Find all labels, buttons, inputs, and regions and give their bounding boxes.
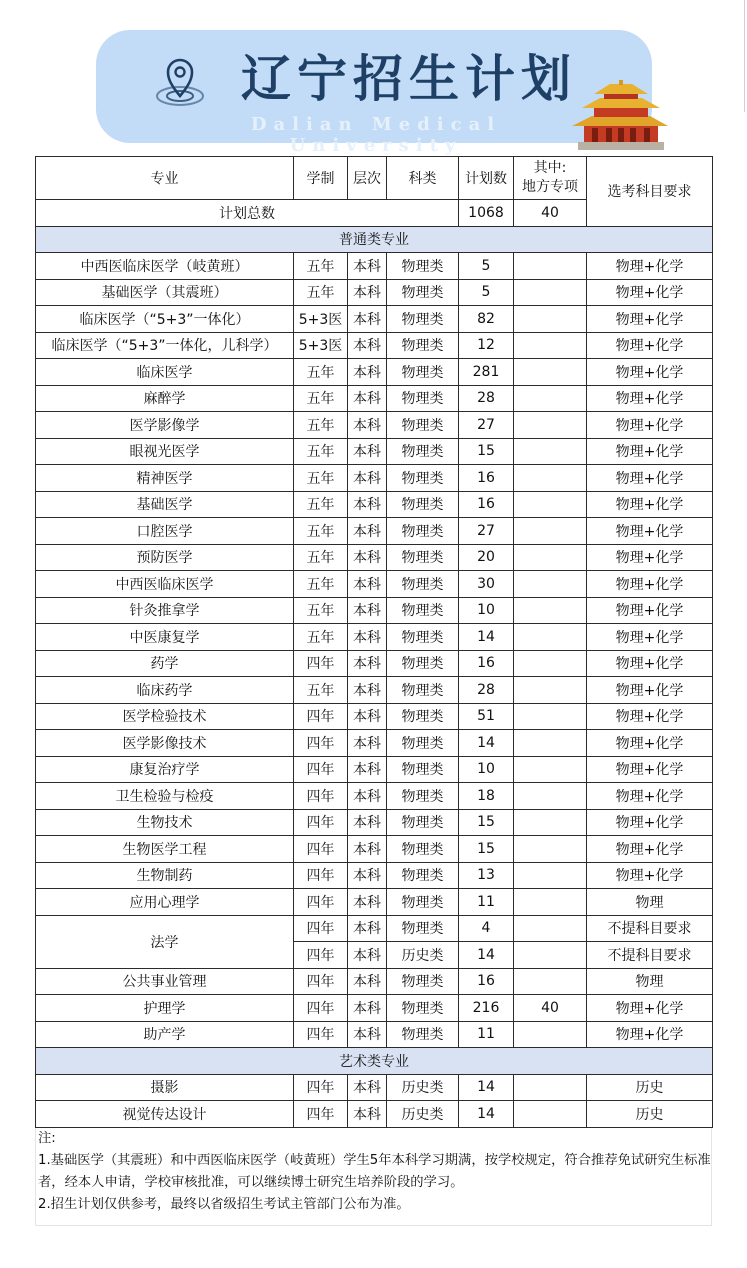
cell-plan: 27 xyxy=(459,412,514,439)
cell-local xyxy=(514,359,587,386)
cell-plan: 5 xyxy=(459,279,514,306)
header-category: 科类 xyxy=(387,157,459,200)
cell-local xyxy=(514,412,587,439)
cell-major: 临床医学 xyxy=(36,359,294,386)
cell-subjects: 物理+化学 xyxy=(587,836,713,863)
page-edge-line xyxy=(744,0,745,112)
cell-major: 基础医学（其震班） xyxy=(36,279,294,306)
location-pin-icon xyxy=(154,52,206,108)
cell-level: 本科 xyxy=(348,650,387,677)
table-row xyxy=(36,624,713,651)
note-item-2: 2.招生计划仅供参考，最终以省级招生考试主管部门公布为准。 xyxy=(38,1197,410,1212)
table-row xyxy=(36,385,713,412)
table-row xyxy=(36,306,713,333)
cell-plan: 27 xyxy=(459,518,514,545)
page-title: 辽宁招生计划 xyxy=(241,50,577,108)
cell-plan: 14 xyxy=(459,624,514,651)
cell-local xyxy=(514,915,587,942)
table-row xyxy=(36,544,713,571)
total-local: 40 xyxy=(514,200,587,227)
cell-duration: 四年 xyxy=(294,809,348,836)
table-row xyxy=(36,332,713,359)
cell-category: 物理类 xyxy=(387,385,459,412)
table-row xyxy=(36,968,713,995)
cell-subjects: 物理+化学 xyxy=(587,279,713,306)
table-row xyxy=(36,1021,713,1048)
notes-block xyxy=(35,1128,712,1226)
table-row xyxy=(36,465,713,492)
cell-duration: 五年 xyxy=(294,491,348,518)
cell-plan: 14 xyxy=(459,942,514,969)
cell-plan: 15 xyxy=(459,836,514,863)
cell-category: 物理类 xyxy=(387,862,459,889)
pagoda-illustration xyxy=(570,80,670,152)
cell-local xyxy=(514,942,587,969)
cell-duration: 四年 xyxy=(294,730,348,757)
cell-major: 麻醉学 xyxy=(36,385,294,412)
cell-local xyxy=(514,624,587,651)
table-row xyxy=(36,359,713,386)
cell-plan: 18 xyxy=(459,783,514,810)
cell-level: 本科 xyxy=(348,836,387,863)
cell-major: 摄影 xyxy=(36,1074,294,1101)
table-row xyxy=(36,756,713,783)
table-row xyxy=(36,703,713,730)
cell-major: 中西医临床医学 xyxy=(36,571,294,598)
cell-major: 眼视光医学 xyxy=(36,438,294,465)
cell-subjects: 物理+化学 xyxy=(587,809,713,836)
table-row xyxy=(36,279,713,306)
cell-major: 医学检验技术 xyxy=(36,703,294,730)
cell-major: 中医康复学 xyxy=(36,624,294,651)
cell-category: 物理类 xyxy=(387,995,459,1022)
cell-major: 临床医学（“5+3”一体化） xyxy=(36,306,294,333)
cell-duration: 五年 xyxy=(294,544,348,571)
cell-subjects: 历史 xyxy=(587,1074,713,1101)
cell-category: 物理类 xyxy=(387,438,459,465)
cell-category: 物理类 xyxy=(387,253,459,280)
header-local xyxy=(514,157,587,200)
cell-level: 本科 xyxy=(348,597,387,624)
cell-level: 本科 xyxy=(348,253,387,280)
cell-major: 医学影像学 xyxy=(36,412,294,439)
cell-duration: 五年 xyxy=(294,465,348,492)
cell-level: 本科 xyxy=(348,703,387,730)
cell-duration: 五年 xyxy=(294,438,348,465)
cell-major: 生物医学工程 xyxy=(36,836,294,863)
table-row xyxy=(36,597,713,624)
table-row xyxy=(36,412,713,439)
cell-local xyxy=(514,730,587,757)
cell-level: 本科 xyxy=(348,412,387,439)
cell-duration: 五年 xyxy=(294,412,348,439)
cell-major: 生物技术 xyxy=(36,809,294,836)
table-row xyxy=(36,836,713,863)
header-banner xyxy=(96,30,652,156)
table-row xyxy=(36,862,713,889)
cell-duration: 五年 xyxy=(294,518,348,545)
cell-major: 助产学 xyxy=(36,1021,294,1048)
table-row xyxy=(36,253,713,280)
admission-plan-table xyxy=(35,156,713,1128)
cell-local xyxy=(514,597,587,624)
table-row xyxy=(36,1074,713,1101)
cell-major: 生物制药 xyxy=(36,862,294,889)
cell-duration: 五年 xyxy=(294,385,348,412)
cell-plan: 10 xyxy=(459,597,514,624)
cell-plan: 14 xyxy=(459,730,514,757)
cell-category: 物理类 xyxy=(387,809,459,836)
cell-level: 本科 xyxy=(348,862,387,889)
table-row xyxy=(36,518,713,545)
cell-category: 物理类 xyxy=(387,544,459,571)
cell-plan: 16 xyxy=(459,465,514,492)
table-row xyxy=(36,650,713,677)
cell-plan: 30 xyxy=(459,571,514,598)
header-duration: 学制 xyxy=(294,157,348,200)
cell-major: 基础医学 xyxy=(36,491,294,518)
cell-duration: 五年 xyxy=(294,253,348,280)
table-row xyxy=(36,809,713,836)
cell-subjects: 物理+化学 xyxy=(587,465,713,492)
header-plan: 计划数 xyxy=(459,157,514,200)
cell-major: 应用心理学 xyxy=(36,889,294,916)
cell-major: 法学 xyxy=(36,915,294,968)
cell-major: 针灸推拿学 xyxy=(36,597,294,624)
cell-subjects: 物理+化学 xyxy=(587,995,713,1022)
cell-major: 医学影像技术 xyxy=(36,730,294,757)
cell-category: 物理类 xyxy=(387,518,459,545)
cell-category: 历史类 xyxy=(387,1074,459,1101)
cell-level: 本科 xyxy=(348,809,387,836)
cell-level: 本科 xyxy=(348,518,387,545)
table-row xyxy=(36,571,713,598)
cell-local xyxy=(514,809,587,836)
cell-duration: 四年 xyxy=(294,915,348,942)
cell-category: 历史类 xyxy=(387,942,459,969)
cell-level: 本科 xyxy=(348,1021,387,1048)
cell-major: 口腔医学 xyxy=(36,518,294,545)
cell-level: 本科 xyxy=(348,544,387,571)
cell-duration: 五年 xyxy=(294,279,348,306)
notes-heading: 注: xyxy=(38,1131,56,1146)
cell-local xyxy=(514,1021,587,1048)
cell-plan: 11 xyxy=(459,1021,514,1048)
cell-plan: 20 xyxy=(459,544,514,571)
cell-category: 物理类 xyxy=(387,491,459,518)
table-row xyxy=(36,915,713,942)
header-major: 专业 xyxy=(36,157,294,200)
cell-subjects: 物理+化学 xyxy=(587,412,713,439)
cell-level: 本科 xyxy=(348,889,387,916)
cell-plan: 10 xyxy=(459,756,514,783)
table-row xyxy=(36,491,713,518)
cell-duration: 五年 xyxy=(294,677,348,704)
cell-level: 本科 xyxy=(348,783,387,810)
cell-duration: 5+3医 xyxy=(294,332,348,359)
cell-duration: 五年 xyxy=(294,597,348,624)
cell-category: 物理类 xyxy=(387,677,459,704)
cell-duration: 五年 xyxy=(294,359,348,386)
section-title-general: 普通类专业 xyxy=(36,226,713,253)
cell-level: 本科 xyxy=(348,306,387,333)
cell-plan: 28 xyxy=(459,677,514,704)
cell-duration: 四年 xyxy=(294,783,348,810)
total-plan: 1068 xyxy=(459,200,514,227)
cell-category: 物理类 xyxy=(387,279,459,306)
cell-duration: 四年 xyxy=(294,836,348,863)
table-row xyxy=(36,677,713,704)
cell-duration: 四年 xyxy=(294,862,348,889)
cell-major: 卫生检验与检疫 xyxy=(36,783,294,810)
cell-major: 药学 xyxy=(36,650,294,677)
cell-local xyxy=(514,836,587,863)
cell-subjects: 物理+化学 xyxy=(587,1021,713,1048)
cell-local xyxy=(514,518,587,545)
cell-subjects: 物理+化学 xyxy=(587,703,713,730)
cell-plan: 13 xyxy=(459,862,514,889)
cell-major: 康复治疗学 xyxy=(36,756,294,783)
cell-plan: 15 xyxy=(459,809,514,836)
cell-subjects: 物理+化学 xyxy=(587,783,713,810)
table-row xyxy=(36,783,713,810)
cell-category: 物理类 xyxy=(387,730,459,757)
cell-local xyxy=(514,544,587,571)
cell-level: 本科 xyxy=(348,995,387,1022)
cell-subjects: 物理+化学 xyxy=(587,438,713,465)
cell-level: 本科 xyxy=(348,385,387,412)
cell-subjects: 物理+化学 xyxy=(587,756,713,783)
cell-duration: 五年 xyxy=(294,624,348,651)
cell-major: 预防医学 xyxy=(36,544,294,571)
cell-subjects: 物理+化学 xyxy=(587,359,713,386)
cell-level: 本科 xyxy=(348,359,387,386)
cell-local xyxy=(514,438,587,465)
cell-subjects: 物理 xyxy=(587,889,713,916)
cell-level: 本科 xyxy=(348,677,387,704)
cell-subjects: 物理+化学 xyxy=(587,385,713,412)
cell-level: 本科 xyxy=(348,332,387,359)
cell-category: 历史类 xyxy=(387,1101,459,1128)
table-row xyxy=(36,730,713,757)
cell-duration: 四年 xyxy=(294,756,348,783)
cell-plan: 28 xyxy=(459,385,514,412)
cell-subjects: 物理+化学 xyxy=(587,518,713,545)
cell-subjects: 物理+化学 xyxy=(587,491,713,518)
cell-subjects: 物理+化学 xyxy=(587,332,713,359)
cell-major: 精神医学 xyxy=(36,465,294,492)
cell-subjects: 物理 xyxy=(587,968,713,995)
cell-subjects: 物理+化学 xyxy=(587,253,713,280)
cell-local xyxy=(514,253,587,280)
cell-category: 物理类 xyxy=(387,968,459,995)
cell-level: 本科 xyxy=(348,465,387,492)
cell-category: 物理类 xyxy=(387,624,459,651)
section-title-art: 艺术类专业 xyxy=(36,1048,713,1075)
cell-level: 本科 xyxy=(348,624,387,651)
cell-duration: 四年 xyxy=(294,650,348,677)
table-row xyxy=(36,889,713,916)
cell-plan: 14 xyxy=(459,1101,514,1128)
cell-plan: 5 xyxy=(459,253,514,280)
cell-plan: 11 xyxy=(459,889,514,916)
cell-plan: 14 xyxy=(459,1074,514,1101)
cell-category: 物理类 xyxy=(387,597,459,624)
cell-duration: 四年 xyxy=(294,1074,348,1101)
cell-duration: 四年 xyxy=(294,968,348,995)
header-local-line1: 其中: xyxy=(533,160,567,176)
cell-major: 公共事业管理 xyxy=(36,968,294,995)
cell-local xyxy=(514,677,587,704)
header-level: 层次 xyxy=(348,157,387,200)
table-row xyxy=(36,995,713,1022)
cell-subjects: 物理+化学 xyxy=(587,730,713,757)
cell-subjects: 物理+化学 xyxy=(587,306,713,333)
cell-local xyxy=(514,756,587,783)
cell-category: 物理类 xyxy=(387,1021,459,1048)
cell-duration: 四年 xyxy=(294,1021,348,1048)
cell-duration: 5+3医 xyxy=(294,306,348,333)
cell-level: 本科 xyxy=(348,942,387,969)
cell-subjects: 物理+化学 xyxy=(587,544,713,571)
cell-major: 视觉传达设计 xyxy=(36,1101,294,1128)
cell-subjects: 物理+化学 xyxy=(587,677,713,704)
cell-subjects: 物理+化学 xyxy=(587,597,713,624)
cell-major: 临床医学（“5+3”一体化，儿科学） xyxy=(36,332,294,359)
cell-major: 护理学 xyxy=(36,995,294,1022)
section-row-art xyxy=(36,1048,713,1075)
cell-category: 物理类 xyxy=(387,836,459,863)
cell-level: 本科 xyxy=(348,571,387,598)
cell-local xyxy=(514,889,587,916)
cell-local: 40 xyxy=(514,995,587,1022)
table-row xyxy=(36,438,713,465)
cell-subjects: 历史 xyxy=(587,1101,713,1128)
note-item-1: 1.基础医学（其震班）和中西医临床医学（岐黄班）学生5年本科学习期满，按学校规定，符合推荐免试研究生标准者，经本人申请，学校审核批准，可以继续博士研究生培养阶段的学习。 xyxy=(38,1153,711,1190)
cell-local xyxy=(514,571,587,598)
cell-local xyxy=(514,279,587,306)
header-subjects: 选考科目要求 xyxy=(587,157,713,227)
cell-category: 物理类 xyxy=(387,306,459,333)
cell-duration: 四年 xyxy=(294,889,348,916)
cell-subjects: 物理+化学 xyxy=(587,650,713,677)
cell-category: 物理类 xyxy=(387,703,459,730)
cell-level: 本科 xyxy=(348,438,387,465)
cell-plan: 15 xyxy=(459,438,514,465)
header-local-line2: 地方专项 xyxy=(522,179,578,195)
cell-local xyxy=(514,783,587,810)
cell-plan: 82 xyxy=(459,306,514,333)
cell-local xyxy=(514,650,587,677)
cell-subjects: 不提科目要求 xyxy=(587,915,713,942)
cell-duration: 四年 xyxy=(294,703,348,730)
university-name: Dalian Medical University xyxy=(250,114,502,156)
cell-level: 本科 xyxy=(348,1101,387,1128)
cell-local xyxy=(514,968,587,995)
cell-local xyxy=(514,862,587,889)
cell-major: 临床药学 xyxy=(36,677,294,704)
cell-local xyxy=(514,306,587,333)
cell-subjects: 物理+化学 xyxy=(587,571,713,598)
cell-level: 本科 xyxy=(348,279,387,306)
cell-local xyxy=(514,1074,587,1101)
cell-plan: 16 xyxy=(459,650,514,677)
cell-local xyxy=(514,703,587,730)
cell-duration: 四年 xyxy=(294,1101,348,1128)
cell-local xyxy=(514,491,587,518)
cell-category: 物理类 xyxy=(387,412,459,439)
cell-plan: 16 xyxy=(459,968,514,995)
cell-duration: 五年 xyxy=(294,571,348,598)
cell-category: 物理类 xyxy=(387,915,459,942)
cell-plan: 12 xyxy=(459,332,514,359)
cell-plan: 281 xyxy=(459,359,514,386)
cell-category: 物理类 xyxy=(387,650,459,677)
cell-plan: 16 xyxy=(459,491,514,518)
cell-category: 物理类 xyxy=(387,571,459,598)
cell-local xyxy=(514,1101,587,1128)
cell-category: 物理类 xyxy=(387,359,459,386)
table-row xyxy=(36,1101,713,1128)
cell-category: 物理类 xyxy=(387,465,459,492)
total-label: 计划总数 xyxy=(36,200,459,227)
cell-subjects: 物理+化学 xyxy=(587,624,713,651)
cell-subjects: 不提科目要求 xyxy=(587,942,713,969)
cell-level: 本科 xyxy=(348,915,387,942)
cell-level: 本科 xyxy=(348,491,387,518)
cell-plan: 4 xyxy=(459,915,514,942)
cell-level: 本科 xyxy=(348,968,387,995)
cell-category: 物理类 xyxy=(387,332,459,359)
cell-category: 物理类 xyxy=(387,889,459,916)
cell-major: 中西医临床医学（岐黄班） xyxy=(36,253,294,280)
cell-local xyxy=(514,385,587,412)
cell-category: 物理类 xyxy=(387,783,459,810)
cell-duration: 四年 xyxy=(294,942,348,969)
cell-local xyxy=(514,332,587,359)
cell-plan: 216 xyxy=(459,995,514,1022)
table-header-row xyxy=(36,157,713,200)
cell-category: 物理类 xyxy=(387,756,459,783)
cell-level: 本科 xyxy=(348,756,387,783)
cell-level: 本科 xyxy=(348,1074,387,1101)
cell-subjects: 物理+化学 xyxy=(587,862,713,889)
cell-local xyxy=(514,465,587,492)
cell-plan: 51 xyxy=(459,703,514,730)
cell-level: 本科 xyxy=(348,730,387,757)
cell-duration: 四年 xyxy=(294,995,348,1022)
section-row-general xyxy=(36,226,713,253)
